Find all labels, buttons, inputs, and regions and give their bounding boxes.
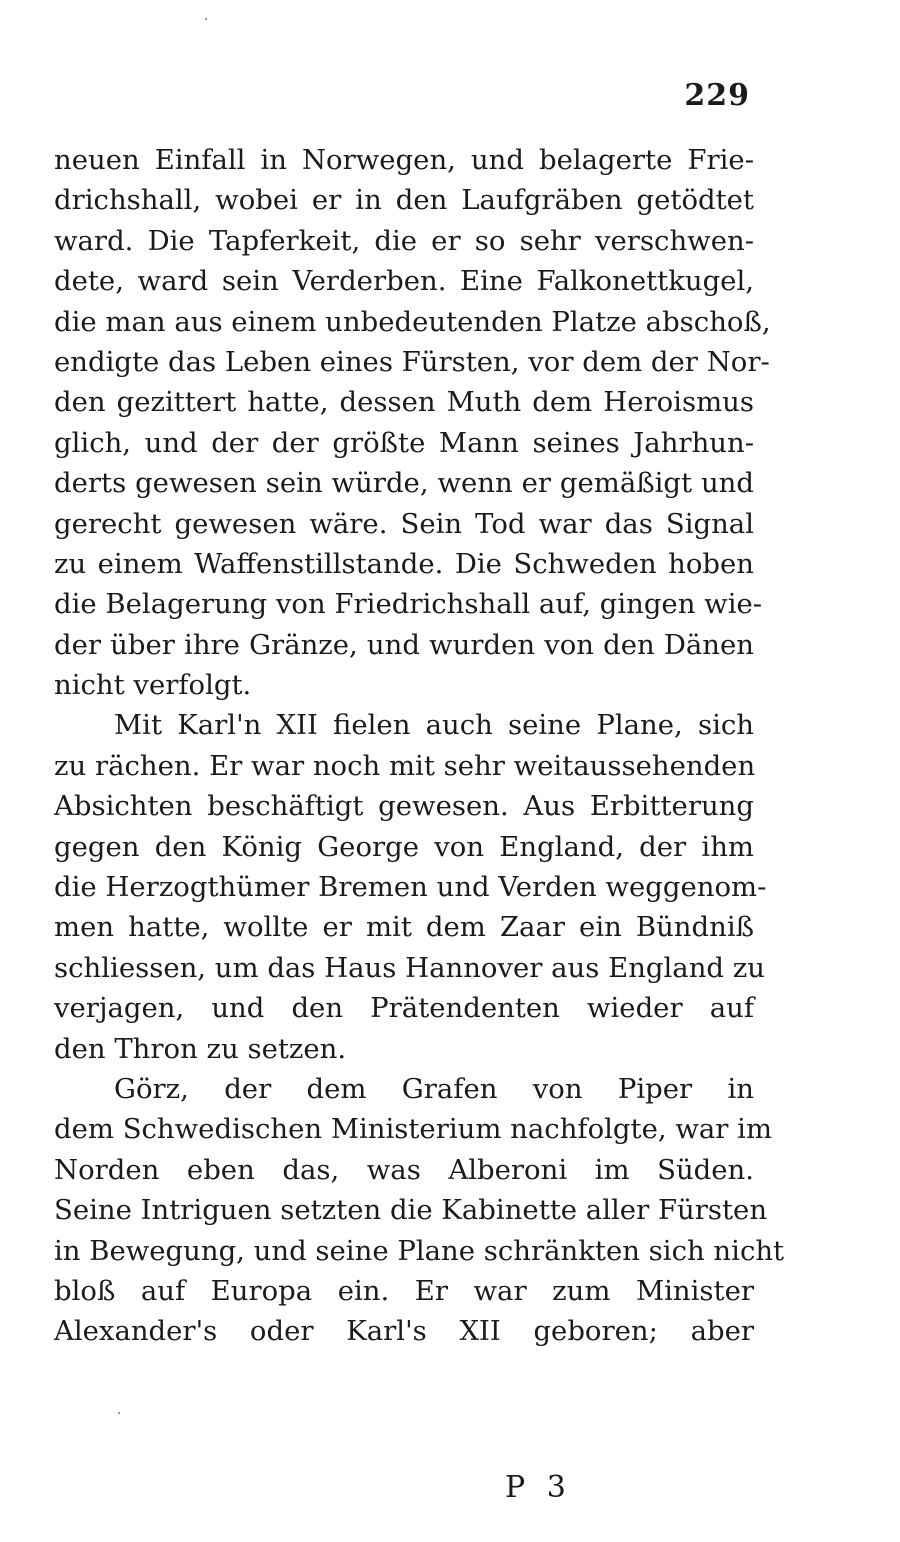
text-line: glich, und der der größte Mann seines Jahrhun-	[54, 426, 754, 459]
text-line: zu rächen. Er war noch mit sehr weitaussehenden	[54, 749, 756, 782]
text-line: gerecht gewesen wäre. Sein Tod war das Signal	[54, 507, 754, 540]
text-line: schliessen, um das Haus Hannover aus England zu	[54, 951, 765, 984]
text-line: die Belagerung von Friedrichshall auf, gingen wie-	[54, 588, 763, 621]
paragraph-start-line: Görz, der dem Grafen von Piper in	[114, 1072, 754, 1105]
text-line: den gezittert hatte, dessen Muth dem Heroismus	[54, 386, 754, 419]
text-line: men hatte, wollte er mit dem Zaar ein Bündniß	[54, 911, 754, 944]
text-line: die Herzogthümer Bremen und Verden weggenom-	[54, 871, 767, 904]
text-line: in Bewegung, und seine Plane schränkten sich nicht	[54, 1234, 785, 1267]
text-line: dete, ward sein Verderben. Eine Falkonettkugel,	[54, 265, 754, 298]
text-line: verjagen, und den Prätendenten wieder auf	[54, 992, 754, 1025]
text-line: dem Schwedischen Ministerium nachfolgte, war im	[54, 1113, 773, 1146]
text-line: drichshall, wobei er in den Laufgräben getödtet	[54, 184, 754, 217]
text-line: Alexander's oder Karl's XII geboren; aber	[54, 1315, 754, 1348]
text-line: Absichten beschäftigt gewesen. Aus Erbitterung	[54, 790, 754, 823]
text-line: Seine Intriguen setzten die Kabinette aller Fürsten	[54, 1194, 768, 1227]
body-text	[54, 140, 785, 1352]
text-line: den Thron zu setzen.	[54, 1032, 347, 1065]
text-line: derts gewesen sein würde, wenn er gemäßigt und	[54, 467, 754, 500]
text-line: gegen den König George von England, der ihm	[54, 830, 754, 863]
text-line: die man aus einem unbedeutenden Platze abschoß,	[54, 305, 771, 338]
paper-speck	[205, 18, 207, 20]
text-line: der über ihre Gränze, und wurden von den Dänen	[54, 628, 754, 661]
paper-speck	[118, 1412, 120, 1414]
page-number: 229	[684, 78, 750, 113]
text-line: Norden eben das, was Alberoni im Süden.	[54, 1153, 754, 1186]
text-line: ward. Die Tapferkeit, die er so sehr verschwen-	[54, 224, 754, 257]
paragraph-start-line: Mit Karl'n XII fielen auch seine Plane, sich	[114, 709, 754, 742]
text-line: neuen Einfall in Norwegen, und belagerte Frie-	[54, 144, 754, 176]
text-line: zu einem Waffenstillstande. Die Schweden hoben	[54, 547, 754, 580]
signature-mark: P 3	[505, 1470, 572, 1505]
text-line: endigte das Leben eines Fürsten, vor dem der Nor-	[54, 345, 770, 378]
text-line: bloß auf Europa ein. Er war zum Minister	[54, 1274, 754, 1307]
text-line: nicht verfolgt.	[54, 669, 252, 702]
